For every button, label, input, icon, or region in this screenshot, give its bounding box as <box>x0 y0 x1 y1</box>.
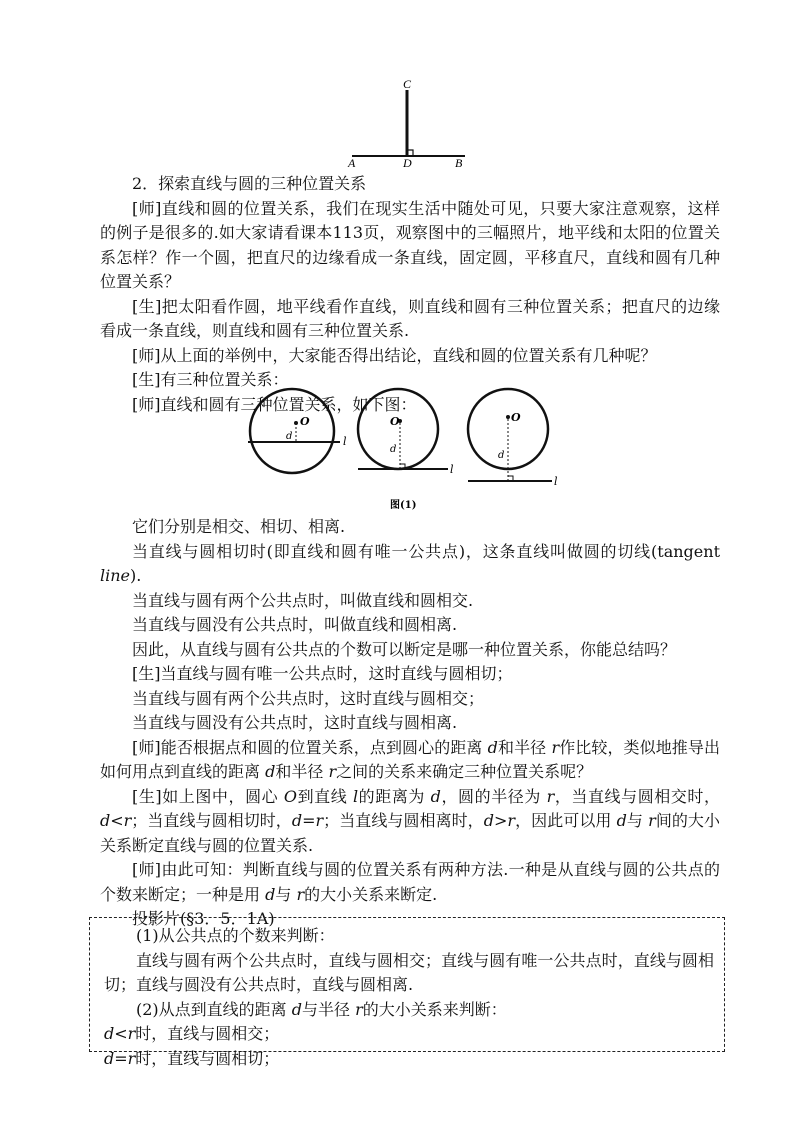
box-item-1: (1)从公共点的个数来判断： <box>136 926 335 945</box>
relation: d>r <box>483 811 516 830</box>
text: 作比较，类似地推导出如何用点到直线的距离 <box>100 737 720 781</box>
circles-figure <box>240 385 570 515</box>
text: 与 <box>626 811 649 830</box>
label-l: l <box>450 463 454 476</box>
label-o: O <box>390 415 400 428</box>
text: 的距离为 <box>358 786 431 806</box>
section-body <box>100 172 720 417</box>
slide-box <box>89 917 725 1068</box>
text: ，当直线与圆相交时， <box>554 786 720 806</box>
label-d: D <box>403 156 412 168</box>
text: 与半径 <box>302 999 356 1019</box>
paragraph: [生]有三种位置关系： <box>132 370 289 389</box>
paragraph: 因此，从直线与圆有公共点的个数可以断定是哪一种位置关系，你能总结吗？ <box>132 639 677 659</box>
tangent-term-italic: line <box>100 566 131 585</box>
text: [师]由此可知：判断直线与圆的位置关系有两种方法.一种是从直线与圆的公共点的个数来断定；一种是用 <box>100 860 720 904</box>
var-d: d <box>291 999 303 1019</box>
paragraph: 当直线与圆有两个公共点时，这时直线与圆相交； <box>132 688 485 708</box>
var-r: r <box>328 762 337 781</box>
text: 时，直线与圆相切； <box>135 1048 280 1068</box>
text: ，因此可以用 <box>515 811 617 830</box>
var-l: l <box>352 786 359 806</box>
relation: d=r <box>291 811 324 830</box>
text: 与 <box>275 884 297 904</box>
paragraph: 当直线与圆有两个公共点时，叫做直线和圆相交. <box>132 590 474 610</box>
label-b: B <box>455 156 463 168</box>
figure-caption: 图(1) <box>390 500 417 511</box>
paragraph: [师]从上面的举例中，大家能否得出结论，直线和圆的位置关系有几种呢？ <box>132 345 657 365</box>
label-l: l <box>343 435 347 448</box>
text: [师]能否根据点和圆的位置关系，点到圆心的距离 <box>132 737 488 757</box>
var-d: d <box>265 762 276 781</box>
relation: d<r <box>100 811 132 830</box>
var-d: d <box>430 786 441 806</box>
body-continued <box>100 515 720 932</box>
paragraph: [生]当直线与圆有唯一公共点时，这时直线与圆相切； <box>132 664 513 683</box>
text: 和半径 <box>275 762 329 781</box>
var-r: r <box>296 884 305 904</box>
paragraph: [师]直线和圆的位置关系，我们在现实生活中随处可见，只要大家注意观察，这样的例子是很多的.如大家请看课本113页，观察图中的三幅照片，地平线和太阳的位置关系怎样？作一个圆，把直尺的边缘看成一条直线，固定圆，平移直尺，直线和圆有几种位置关系？ <box>100 198 720 291</box>
relation: d=r <box>104 1048 136 1068</box>
paragraph-teacher-conclusion <box>100 858 720 907</box>
text: 到直线 <box>297 786 353 806</box>
perpendicular-figure <box>340 78 470 168</box>
paragraph-student-answer <box>100 785 720 859</box>
paragraph <box>100 540 720 589</box>
label-d: d <box>286 431 293 442</box>
text: 时，直线与圆相交； <box>135 1024 280 1043</box>
var-d: d <box>616 811 627 830</box>
label-o: O <box>300 415 310 428</box>
paragraph: [生]把太阳看作圆，地平线看作直线，则直线和圆有三种位置关系；把直尺的边缘看成一条直线，则直线和圆有三种位置关系. <box>100 296 720 340</box>
label-d: d <box>390 444 397 455</box>
box-item-1-text: 直线与圆有两个公共点时，直线与圆相交；直线与圆有唯一公共点时，直线与圆相切；直线与圆没有公共点时，直线与圆相离. <box>104 950 714 994</box>
label-a: A <box>348 156 356 168</box>
section-title: 2．探索直线与圆的三种位置关系 <box>132 174 367 193</box>
text: ；当直线与圆相离时， <box>323 811 484 830</box>
text: (2)从点到直线的距离 <box>136 999 292 1019</box>
text: 和半径 <box>497 737 552 757</box>
label-d: d <box>498 450 505 461</box>
paragraph: 当直线与圆没有公共点时，叫做直线和圆相离. <box>132 615 458 634</box>
label-l: l <box>554 475 558 488</box>
slide-title: 投影片(§3．5．1A) <box>132 909 275 928</box>
text: 的大小关系来断定. <box>304 884 438 904</box>
var-r: r <box>648 811 656 830</box>
relation: d<r <box>104 1024 136 1043</box>
var-r: r <box>355 999 363 1019</box>
box-line-2 <box>104 1047 714 1072</box>
paragraph: 当直线与圆没有公共点时，这时直线与圆相离. <box>132 713 458 732</box>
var-d: d <box>487 737 498 757</box>
label-o: O <box>511 411 521 424</box>
box-item-2 <box>104 998 714 1023</box>
text: 的大小关系来判断： <box>362 999 507 1019</box>
var-o: O <box>283 786 298 806</box>
text: ；当直线与圆相切时， <box>131 811 292 830</box>
text: 之间的关系来确定三种位置关系呢？ <box>336 762 593 781</box>
var-r: r <box>546 786 555 806</box>
paragraph: [师]直线和圆有三种位置关系，如下图： <box>132 394 417 414</box>
text: 间的大小关系断定直线与圆的位置关系. <box>100 811 720 855</box>
paragraph: 它们分别是相交、相切、相离. <box>132 517 346 536</box>
text: ，圆的半径为 <box>440 786 547 806</box>
tangent-definition: 当直线与圆相切时(即直线和圆有唯一公共点)，这条直线叫做圆的切线 <box>132 541 652 561</box>
paragraph-teacher-question <box>100 736 720 785</box>
text: [生]如上图中，圆心 <box>132 786 284 806</box>
tangent-term: (tangent <box>651 541 720 561</box>
var-d: d <box>265 884 276 904</box>
tangent-term-end: ). <box>130 566 142 585</box>
box-line-1 <box>104 1022 714 1047</box>
label-c: C <box>403 78 412 91</box>
var-r: r <box>551 737 560 757</box>
